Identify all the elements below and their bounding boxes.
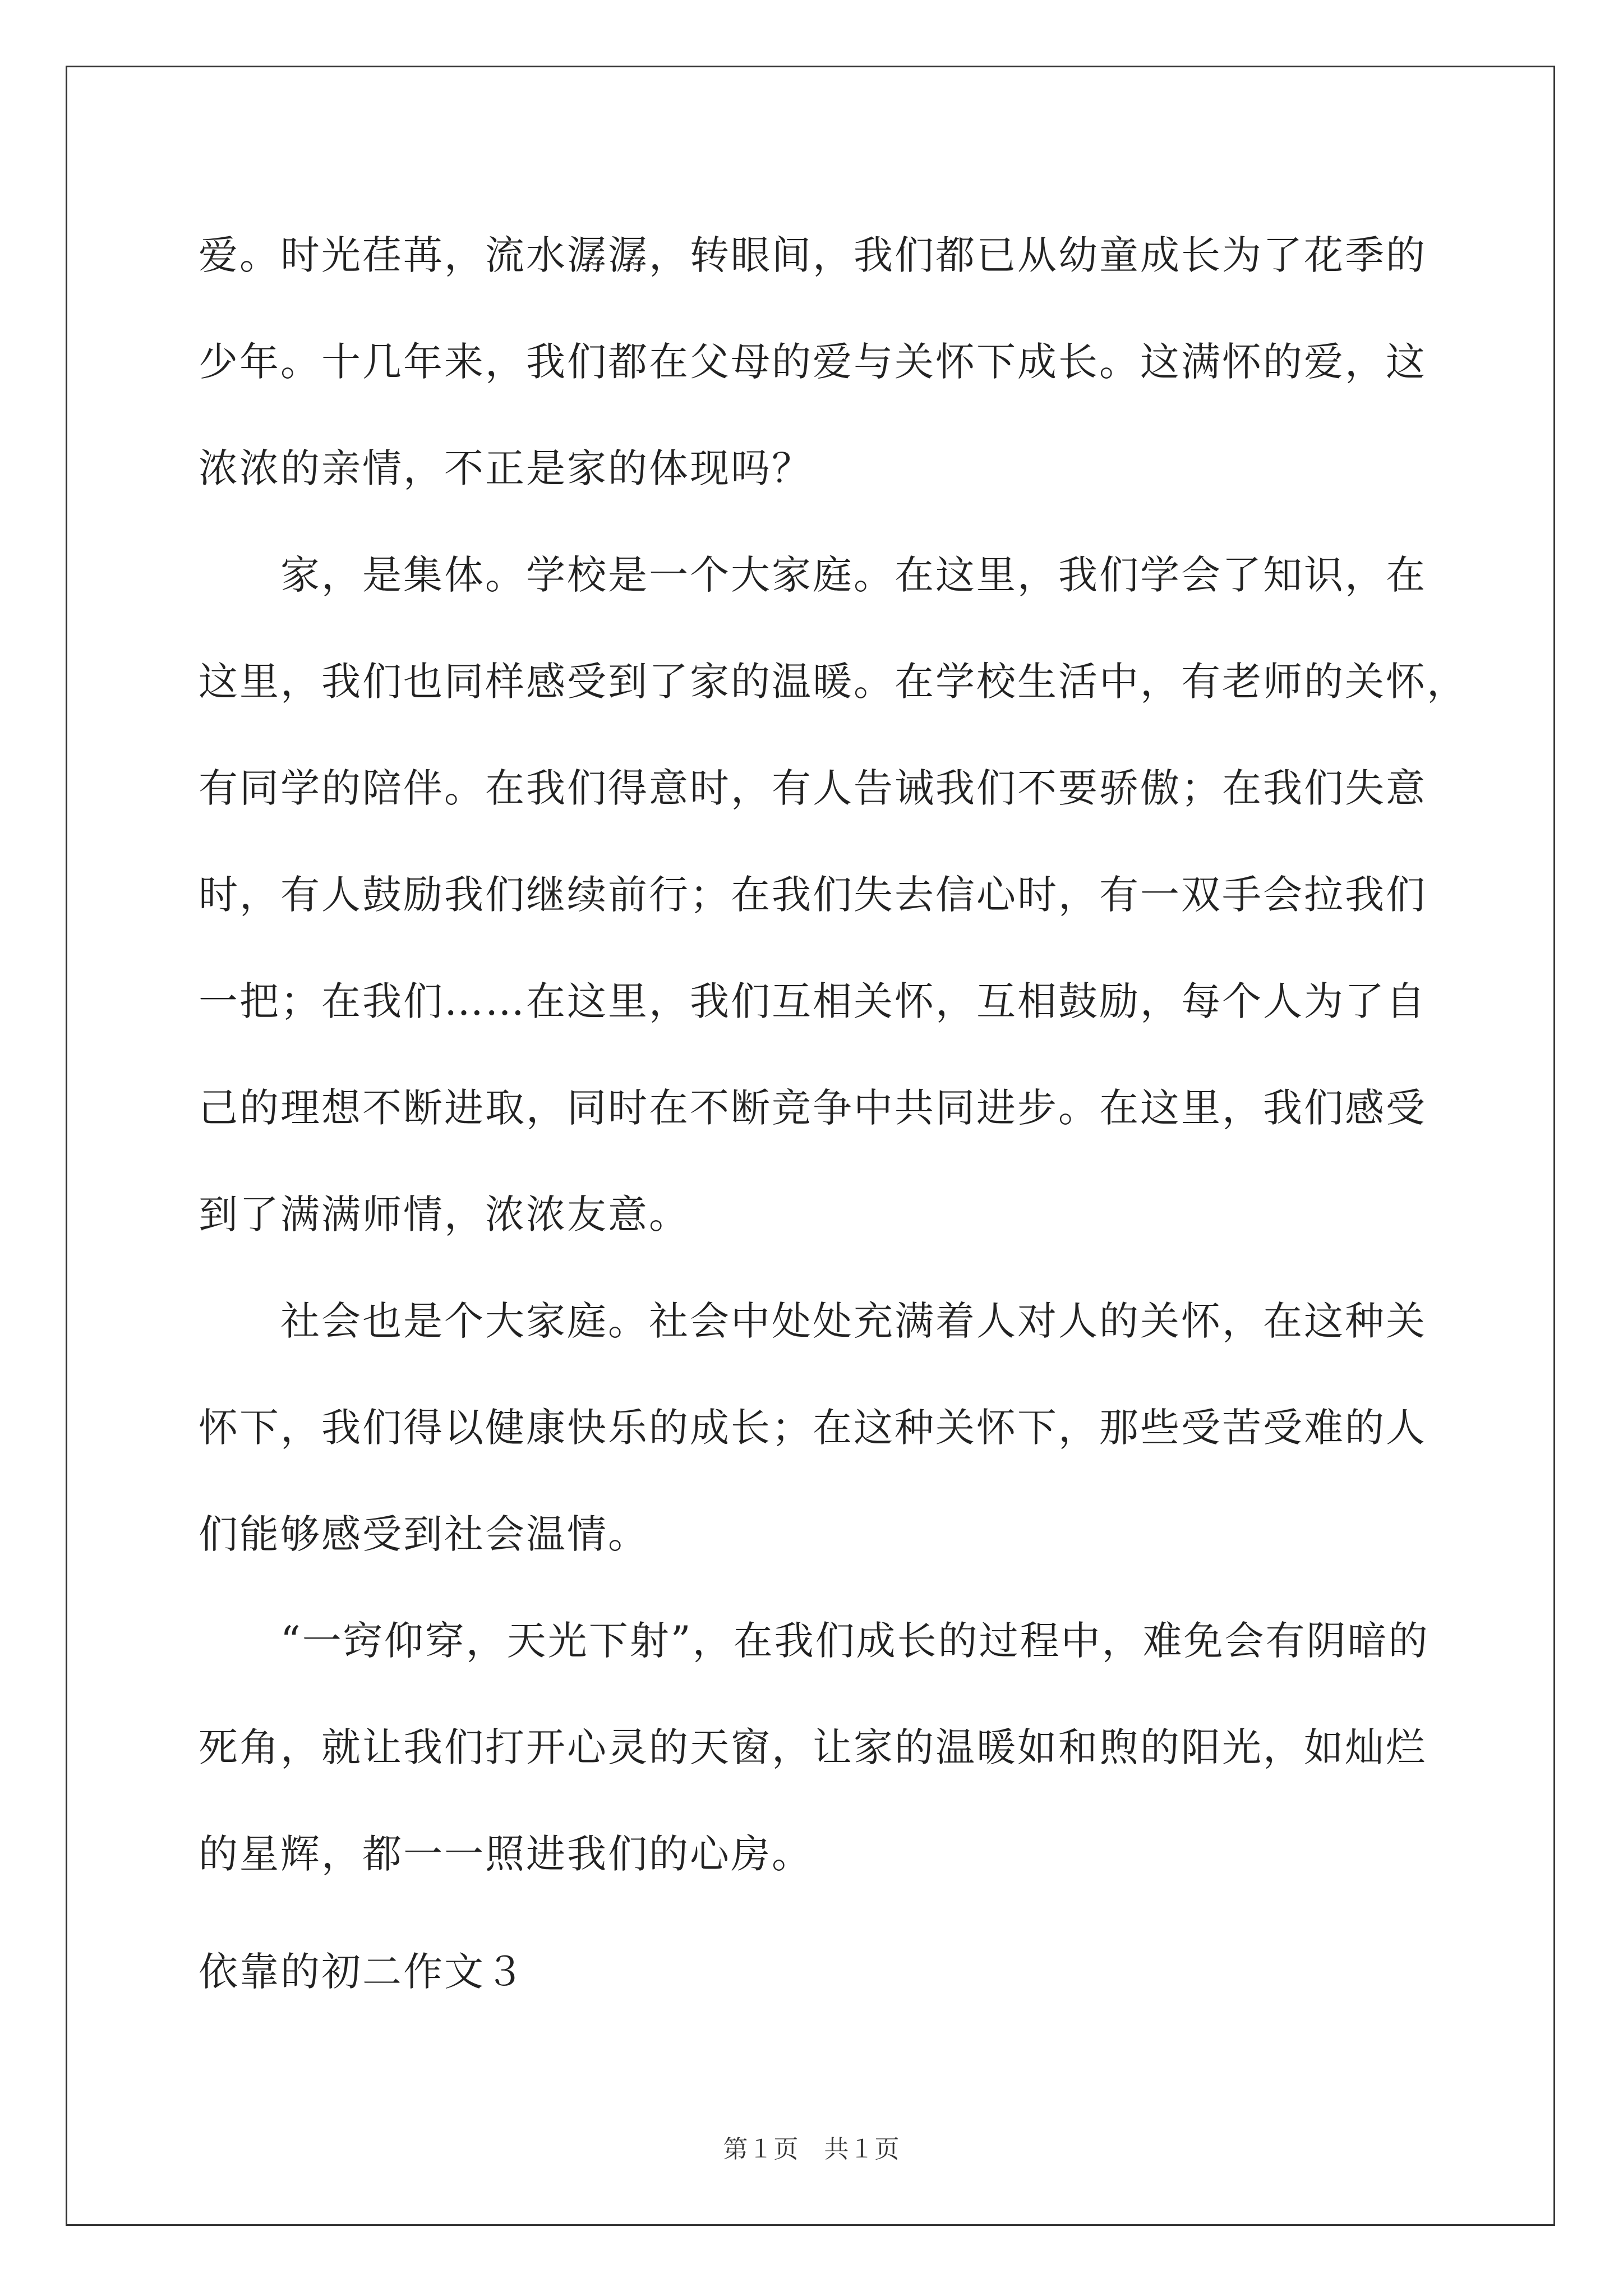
essay-body xyxy=(199,202,1468,1907)
text-line: 爱。时光荏苒，流水潺潺，转眼间，我们都已从幼童成长为了花季的 xyxy=(199,232,1427,278)
text-line: 社会也是个大家庭。社会中处处充满着人对人的关怀，在这种关 xyxy=(199,1298,1427,1344)
text-line: 时，有人鼓励我们继续前行；在我们失去信心时，有一双手会拉我们 xyxy=(199,872,1427,918)
text-line: 的星辉，都一一照进我们的心房。 xyxy=(199,1831,813,1877)
text-line: “一窍仰穿，天光下射”，在我们成长的过程中，难免会有阴暗的 xyxy=(199,1618,1430,1664)
text-line: 浓浓的亲情，不正是家的体现吗？ xyxy=(199,445,813,491)
text-line: 到了满满师情，浓浓友意。 xyxy=(199,1191,690,1237)
text-line: 一把；在我们……在这里，我们互相关怀，互相鼓励，每个人为了自 xyxy=(199,978,1427,1024)
text-line: 怀下，我们得以健康快乐的成长；在这种关怀下，那些受苦受难的人 xyxy=(199,1405,1427,1451)
text-line: 有同学的陪伴。在我们得意时，有人告诫我们不要骄傲；在我们失意 xyxy=(199,765,1427,811)
text-line: 少年。十几年来，我们都在父母的爱与关怀下成长。这满怀的爱，这 xyxy=(199,339,1427,385)
page-footer: 第１页 共１页 xyxy=(723,2135,900,2164)
section-heading: 依靠的初二作文３ xyxy=(199,1949,526,1995)
text-line: 家，是集体。学校是一个大家庭。在这里，我们学会了知识，在 xyxy=(199,552,1427,598)
text-line: 这里，我们也同样感受到了家的温暖。在学校生活中，有老师的关怀， xyxy=(199,659,1468,705)
text-line: 己的理想不断进取，同时在不断竞争中共同进步。在这里，我们感受 xyxy=(199,1085,1427,1131)
text-line: 死角，就让我们打开心灵的天窗，让家的温暖如和煦的阳光，如灿烂 xyxy=(199,1724,1427,1770)
text-line: 们能够感受到社会温情。 xyxy=(199,1511,649,1557)
